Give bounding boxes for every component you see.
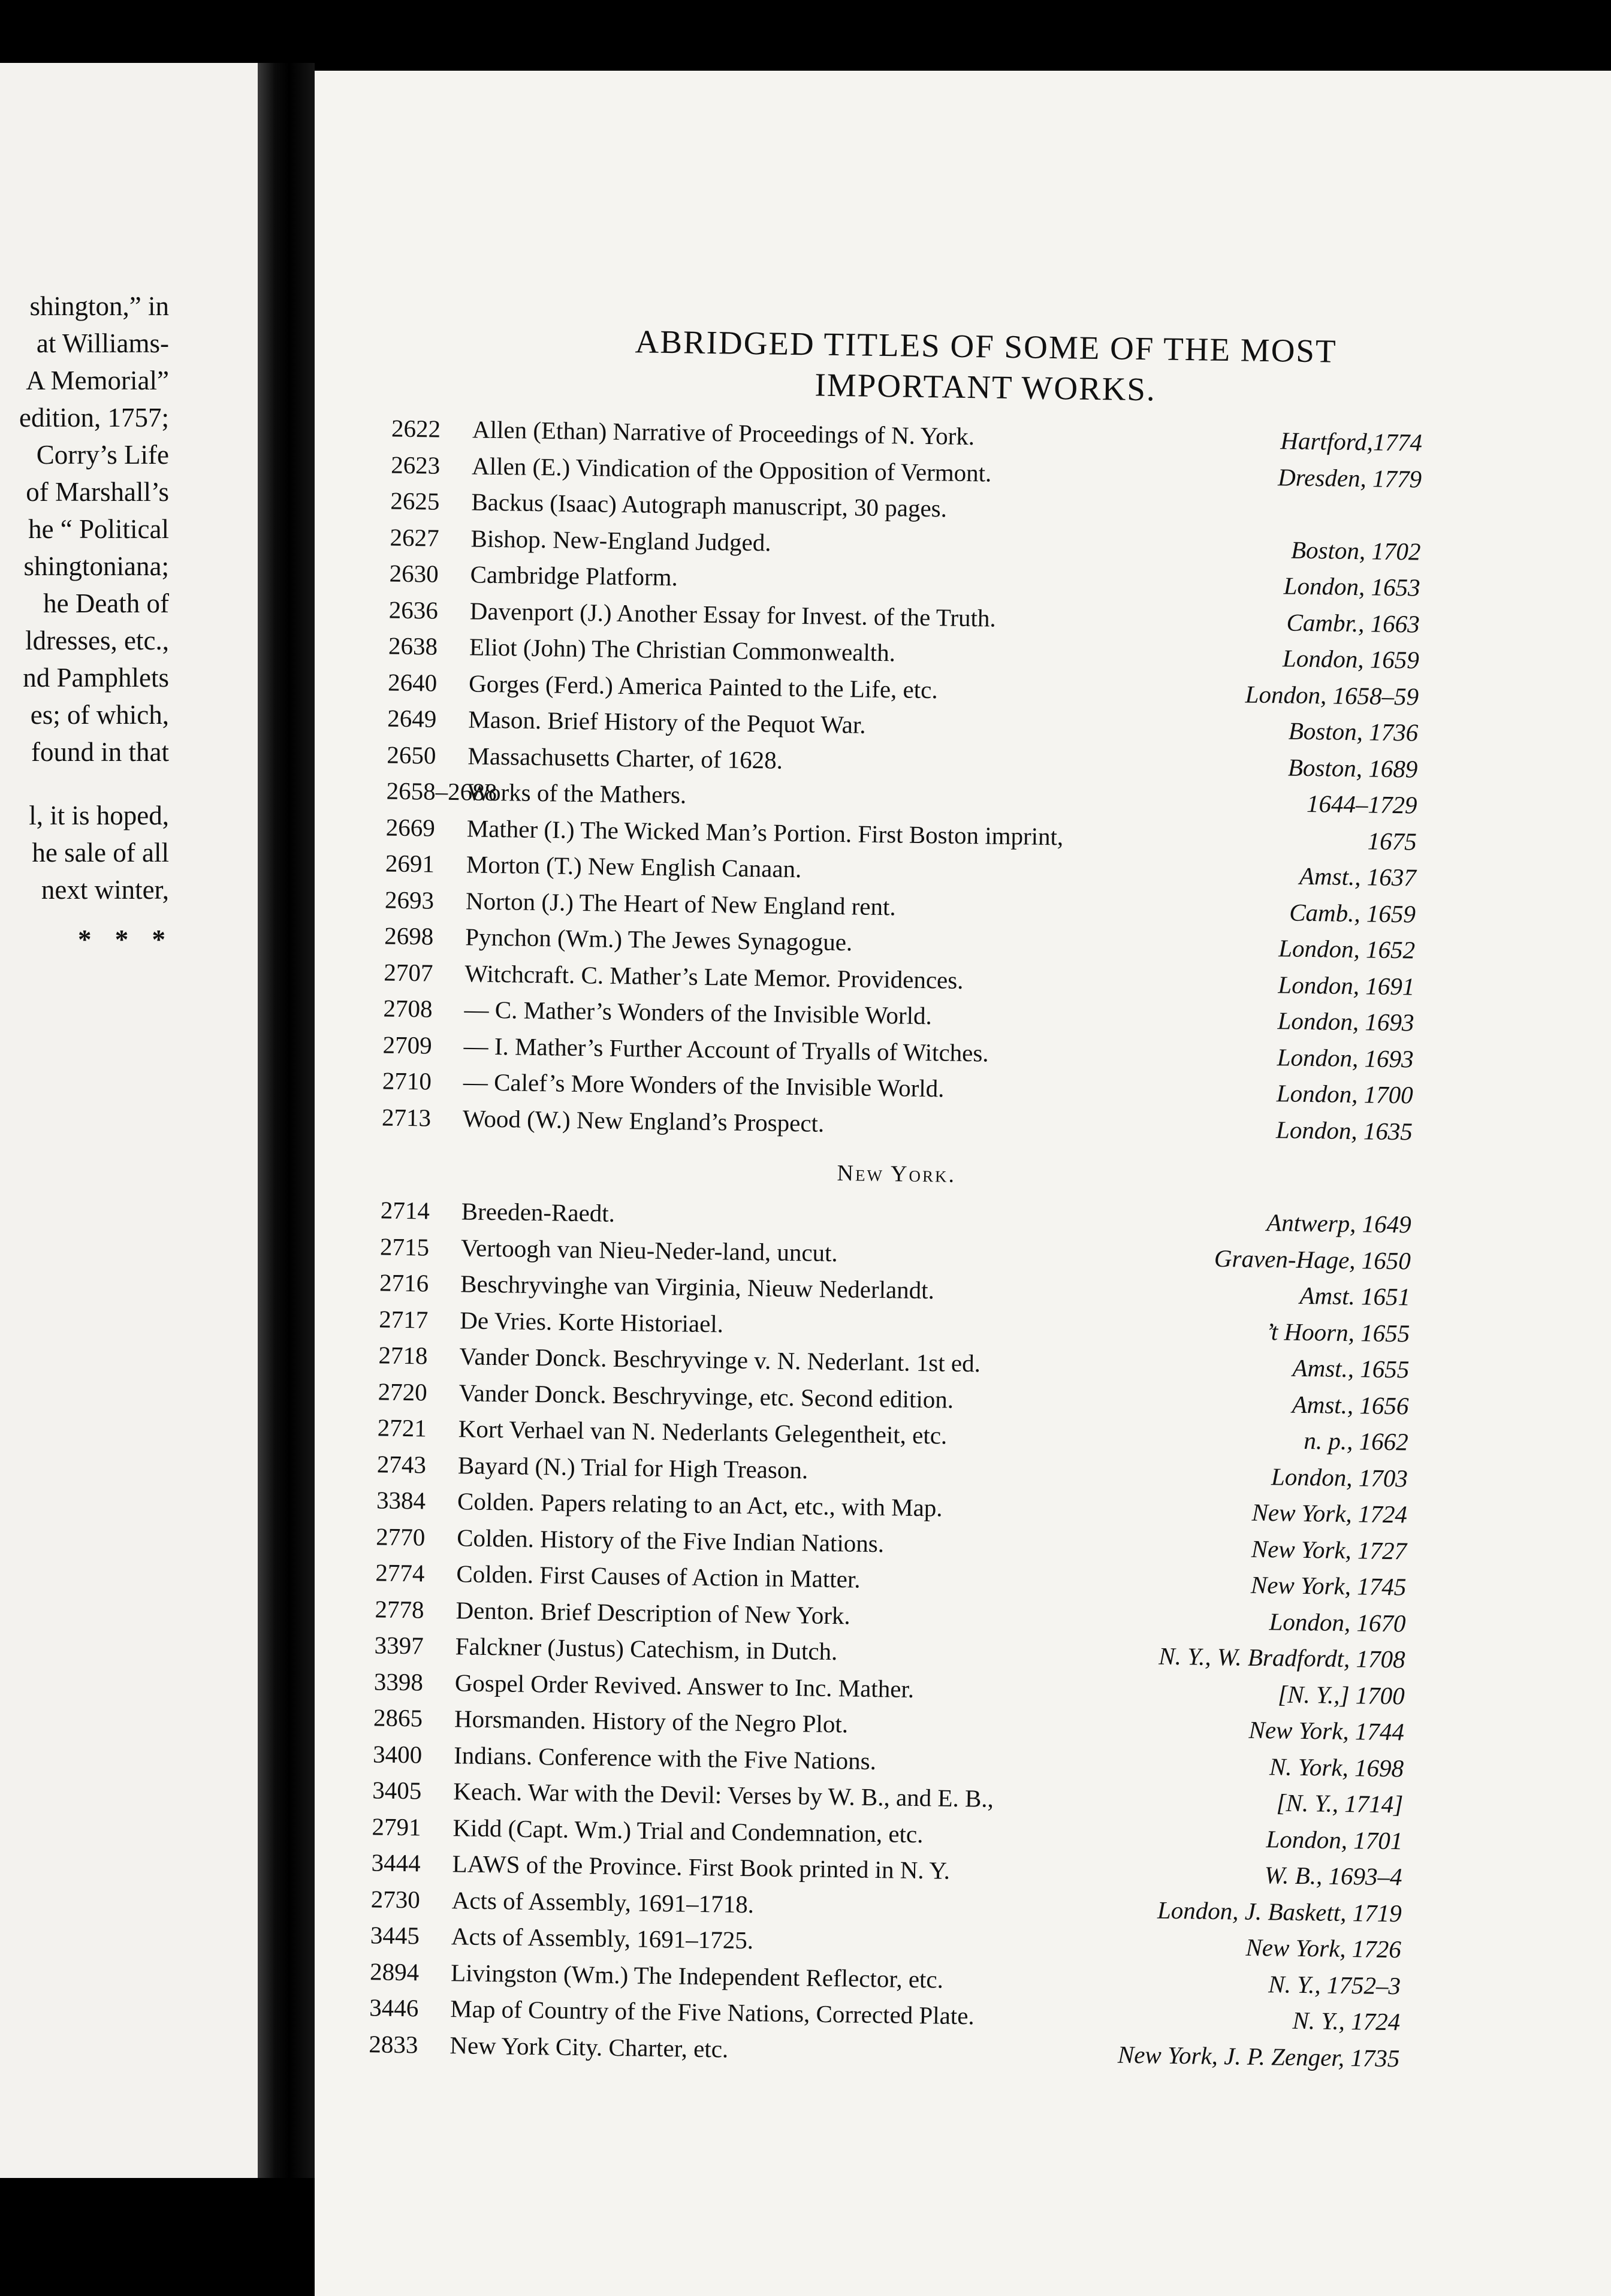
left-line: at Williams- [36, 328, 169, 358]
entry-title: Massachusetts Charter, of 1628. [467, 741, 783, 774]
entry-title: De Vries. Korte Historiael. [460, 1306, 724, 1337]
entry-title: Acts of Assembly, 1691–1725. [451, 1922, 754, 1954]
entry-place-date: London, 1635 [1275, 1115, 1413, 1145]
entry-number: 3397 [374, 1631, 424, 1660]
entry-title: Keach. War with the Devil: Verses by W. B., and E. B., [453, 1777, 994, 1812]
entry-title: Vertoogh van Nieu-Neder-land, uncut. [460, 1233, 838, 1267]
entry-place-date: New York, 1727 [1251, 1534, 1407, 1564]
entry-place-date: Graven-Hage, 1650 [1214, 1244, 1411, 1274]
entry-place-date: W. B., 1693–4 [1264, 1861, 1402, 1891]
entry-place-date: Antwerp, 1649 [1266, 1209, 1412, 1238]
entry-place-date: London, 1670 [1269, 1607, 1406, 1637]
entry-number: 2649 [387, 704, 437, 733]
entry-place-date: London, 1693 [1277, 1007, 1414, 1037]
entry-place-date: London, 1658–59 [1245, 679, 1419, 711]
entry-number: 2715 [379, 1232, 430, 1261]
entry-title: Gospel Order Revived. Answer to Inc. Mather. [454, 1668, 915, 1703]
entry-place-date: Boston, 1702 [1290, 536, 1421, 566]
section-heading-new-york: New York. [837, 1161, 957, 1188]
entry-number: 3384 [376, 1486, 426, 1515]
left-line: he “ Political [28, 514, 169, 544]
entry-title: Eliot (John) The Christian Commonwealth. [469, 633, 896, 667]
title-line-1: ABRIDGED TITLES OF SOME OF THE MOST [635, 323, 1338, 370]
entry-place-date: 1644–1729 [1306, 789, 1417, 819]
entry-title: — I. Mather’s Further Account of Tryalls of Witches. [463, 1031, 989, 1067]
entry-title: Pynchon (Wm.) The Jewes Synagogue. [464, 923, 853, 956]
entry-place-date: Dresden, 1779 [1277, 463, 1422, 493]
entry-number: 2716 [379, 1268, 429, 1297]
entry-place-date: London, 1653 [1283, 572, 1420, 602]
entry-place-date: Cambr., 1663 [1286, 608, 1420, 638]
entry-title: Allen (Ethan) Narrative of Proceedings of N. York. [472, 415, 975, 451]
entry-number: 2709 [382, 1030, 433, 1059]
left-line: l, it is hoped, [29, 800, 169, 830]
entry-title: Norton (J.) The Heart of New England rent. [465, 886, 897, 920]
entry-number: 3400 [372, 1739, 423, 1768]
entry-number: 2627 [390, 523, 439, 552]
entry-title: Kidd (Capt. Wm.) Trial and Condemnation, etc. [452, 1813, 924, 1848]
entry-place-date: N. Y., 1752–3 [1268, 1969, 1401, 1999]
entry-number: 2708 [383, 994, 433, 1023]
title-line-2: IMPORTANT WORKS. [814, 366, 1157, 408]
entry-number: 2640 [387, 668, 438, 697]
entry-title: Falckner (Justus) Catechism, in Dutch. [455, 1632, 838, 1666]
entry-place-date: n. p., 1662 [1304, 1426, 1408, 1456]
entry-number: 3445 [370, 1921, 420, 1950]
entry-title: Works of the Mathers. [467, 778, 687, 809]
entry-number: 2774 [375, 1558, 425, 1587]
entry-place-date: N. Y., W. Bradfordt, 1708 [1159, 1642, 1405, 1673]
entry-title: — C. Mather’s Wonders of the Invisible World. [464, 995, 933, 1030]
entry-place-date: Camb., 1659 [1289, 898, 1416, 928]
entry-title: Bishop. New-England Judged. [470, 524, 771, 556]
entry-title: Breeden-Raedt. [461, 1197, 616, 1227]
entry-number: 2721 [377, 1413, 427, 1442]
entry-number: 2622 [391, 414, 441, 443]
entry-number: 2730 [370, 1884, 421, 1913]
entry-number: 2691 [385, 849, 435, 878]
entry-place-date: London, 1701 [1266, 1824, 1403, 1854]
entry-place-date: New York, J. P. Zenger, 1735 [1117, 2040, 1400, 2072]
entry-place-date: [N. Y., 1714] [1276, 1789, 1404, 1818]
entry-place-date: London, 1700 [1276, 1079, 1414, 1109]
left-line: he sale of all [32, 838, 169, 868]
entry-place-date: London, 1703 [1271, 1462, 1408, 1492]
right-page [315, 71, 1611, 2296]
entry-place-date: London, 1691 [1278, 970, 1415, 1000]
entry-number: 3405 [372, 1776, 422, 1805]
entry-title: Colden. Papers relating to an Act, etc., with Map. [457, 1487, 943, 1522]
entry-number: 2650 [387, 741, 436, 769]
left-line: Corry’s Life [36, 440, 169, 470]
entry-number: 2894 [369, 1957, 420, 1986]
entry-title: Morton (T.) New English Canaan. [466, 850, 802, 883]
entry-number: 2669 [385, 812, 436, 842]
entry-number: 2770 [375, 1522, 426, 1551]
entry-place-date: ’t Hoorn, 1655 [1265, 1317, 1410, 1347]
entry-title: — Calef’s More Wonders of the Invisible World. [463, 1068, 945, 1102]
entry-number: 2743 [376, 1449, 427, 1479]
entry-place-date: 1675 [1367, 826, 1417, 856]
entry-title: Vander Donck. Beschryvinge v. N. Nederlant. 1st ed. [459, 1342, 981, 1377]
left-line: es; of which, [30, 700, 169, 730]
book-gutter [258, 63, 315, 2178]
entry-place-date: New York, 1726 [1245, 1933, 1402, 1963]
entry-number: 2625 [390, 487, 440, 515]
entry-number: 2707 [384, 957, 433, 987]
left-line: A Memorial” [26, 365, 169, 395]
page-content [366, 71, 1493, 2295]
entry-title: Backus (Isaac) Autograph manuscript, 30 pages. [471, 488, 948, 522]
entry-title: New York City. Charter, etc. [449, 2031, 729, 2063]
left-line: found in that [31, 737, 169, 767]
entry-title: Vander Donck. Beschryvinge, etc. Second edition. [458, 1378, 954, 1413]
entry-place-date: [N. Y.,] 1700 [1277, 1679, 1405, 1709]
entry-number: 2833 [369, 2029, 418, 2058]
entry-number: 2778 [375, 1594, 424, 1624]
entry-place-date: Amst. 1651 [1299, 1281, 1411, 1311]
left-line: shingtoniana; [23, 551, 169, 581]
entry-number: 3444 [371, 1848, 421, 1877]
entry-number: 2717 [379, 1304, 429, 1334]
entry-number: 2714 [380, 1196, 430, 1225]
entry-number: 3398 [373, 1667, 424, 1696]
entry-number: 2693 [384, 885, 435, 914]
entry-title: Bayard (N.) Trial for High Treason. [457, 1451, 808, 1484]
entry-number: 2623 [390, 451, 441, 479]
entry-title: Beschryvinghe van Virginia, Nieuw Nederlandt. [460, 1270, 935, 1304]
entry-place-date: New York, 1724 [1251, 1498, 1408, 1528]
entry-place-date: N. York, 1698 [1269, 1752, 1404, 1782]
left-line: edition, 1757; [19, 403, 169, 433]
entry-place-date: New York, 1744 [1248, 1715, 1405, 1746]
entry-title: Map of Country of the Five Nations, Corrected Plate. [449, 1995, 975, 2030]
entry-number: 2865 [373, 1703, 423, 1732]
entry-title: Acts of Assembly, 1691–1718. [451, 1886, 755, 1918]
entry-place-date: Amst., 1656 [1292, 1390, 1409, 1419]
entry-title: Witchcraft. C. Mather’s Late Memor. Providences. [464, 959, 964, 994]
entry-number: 2636 [388, 596, 439, 624]
left-line: nd Pamphlets [23, 663, 169, 693]
entry-title: Gorges (Ferd.) America Painted to the Life, etc. [468, 669, 938, 703]
entry-place-date: Boston, 1689 [1287, 753, 1418, 783]
entry-number: 2658–2688 [386, 777, 497, 806]
left-line: ldresses, etc., [25, 626, 169, 655]
entry-place-date: Amst., 1637 [1299, 862, 1417, 892]
entry-title: Mason. Brief History of the Pequot War. [468, 705, 866, 739]
entry-title: Kort Verhael van N. Nederlants Gelegentheit, etc. [458, 1415, 948, 1449]
entry-number: 2713 [381, 1102, 432, 1132]
entry-place-date: London, 1652 [1278, 934, 1416, 964]
entry-place-date: New York, 1745 [1250, 1570, 1407, 1601]
entry-place-date: N. Y., 1724 [1292, 2006, 1401, 2036]
entry-number: 2630 [389, 559, 439, 588]
entry-title: Cambridge Platform. [470, 560, 678, 591]
entry-number: 2791 [372, 1812, 421, 1841]
entry-title: Davenport (J.) Another Essay for Invest. of the Truth. [469, 596, 997, 632]
entry-place-date: Boston, 1736 [1288, 717, 1419, 747]
entry-number: 2710 [382, 1067, 432, 1095]
entry-title: Denton. Brief Description of New York. [455, 1596, 851, 1629]
entry-place-date: London, 1693 [1277, 1043, 1414, 1073]
entry-title: Horsmanden. History of the Negro Plot. [454, 1705, 849, 1738]
entry-title: Wood (W.) New England’s Prospect. [462, 1104, 825, 1137]
entry-number: 2698 [384, 922, 434, 950]
entry-number: 2638 [388, 632, 438, 660]
left-line: shington,” in [29, 291, 169, 321]
left-line: of Marshall’s [26, 477, 169, 507]
entry-number: 3446 [369, 1993, 419, 2022]
entry-title: Mather (I.) The Wicked Man’s Portion. First Boston imprint, [466, 814, 1064, 850]
entry-title: Indians. Conference with the Five Nations. [453, 1741, 877, 1775]
entry-title: Colden. History of the Five Indian Nations. [456, 1523, 885, 1557]
entry-title: Allen (E.) Vindication of the Opposition of Vermont. [471, 451, 992, 487]
entry-place-date: Amst., 1655 [1292, 1354, 1410, 1383]
entry-place-date: London, 1659 [1282, 644, 1420, 674]
left-line: next winter, [41, 875, 169, 905]
entry-place-date: London, J. Baskett, 1719 [1157, 1896, 1402, 1927]
left-line: he Death of [43, 588, 169, 618]
left-page-fragment [0, 63, 258, 2178]
entry-place-date: Hartford,1774 [1280, 427, 1423, 457]
entry-title: Colden. First Causes of Action in Matter. [456, 1560, 861, 1593]
entry-title: Livingston (Wm.) The Independent Reflector, etc. [450, 1958, 944, 1993]
entry-number: 2720 [378, 1377, 427, 1406]
entry-number: 2718 [378, 1341, 428, 1370]
section-break-stars: * * * [78, 925, 174, 954]
page-title [476, 319, 1496, 415]
entry-title: LAWS of the Province. First Book printed in N. Y. [452, 1850, 951, 1884]
